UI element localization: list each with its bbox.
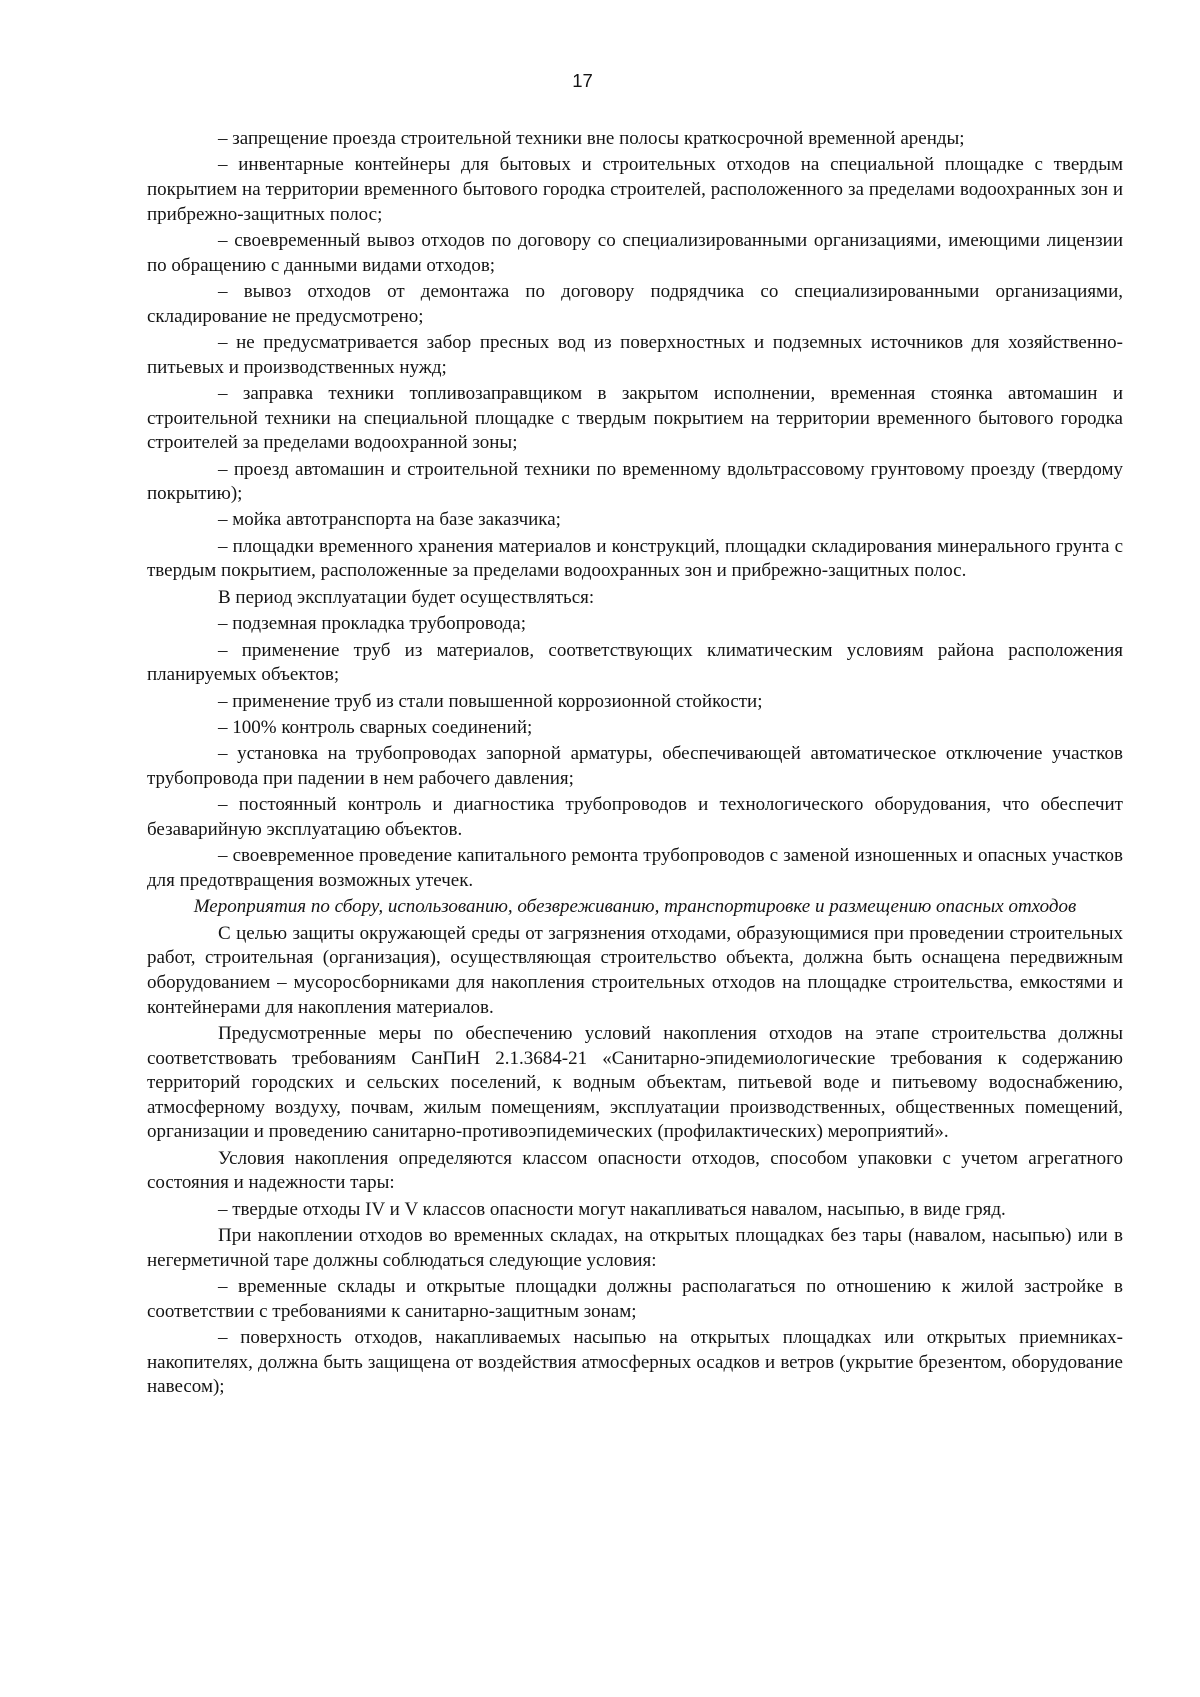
paragraph: В период эксплуатации будет осуществляться: [218,586,595,608]
paragraph: – твердые отходы IV и V классов опасности могут накапливаться навалом, насыпью, в виде гряд. [218,1198,1006,1220]
page-number: 17 [572,70,593,91]
paragraph: – проезд автомашин и строительной техники по временному вдольтрассовому грунтовому проезду (твердому покрытию); [147,458,1123,505]
paragraph: – применение труб из стали повышенной коррозионной стойкости; [218,690,763,712]
paragraph: – заправка техники топливозаправщиком в закрытом исполнении, временная стоянка автомашин и строительной техники на специальной площадке с твердым покрытием на территории временного бытового городка строителей за пределами водоохранной зоны; [147,382,1123,454]
paragraph: – применение труб из материалов, соответствующих климатическим условиям района расположения планируемых объектов; [147,639,1123,686]
paragraph: – временные склады и открытые площадки должны располагаться по отношению к жилой застройке в соответствии с требованиями к санитарно-защитным зонам; [147,1276,1123,1322]
paragraph: – вывоз отходов от демонтажа по договору подрядчика со специализированными организациями, складирование не предусмотрено; [147,280,1123,327]
paragraph: – запрещение проезда строительной техники вне полосы краткосрочной временной аренды; [218,128,965,149]
document-body [147,127,1123,1402]
paragraph: – постоянный контроль и диагностика трубопроводов и технологического оборудования, что обеспечит безаварийную эксплуатацию объектов. [147,794,1123,840]
paragraph: – мойка автотранспорта на базе заказчика; [218,509,561,531]
paragraph: – установка на трубопроводах запорной арматуры, обеспечивающей автоматическое отключение участков трубопровода при падении в нем рабочего давления; [147,743,1123,789]
paragraph: – инвентарные контейнеры для бытовых и строительных отходов на специальной площадке с твердым покрытием на территории временного бытового городка строителей, расположенного за пределами водоохранных зон и прибрежно-защитных полос; [147,154,1123,225]
paragraph: Условия накопления определяются классом опасности отходов, способом упаковки с учетом агрегатного состояния и надежности тары: [147,1147,1123,1194]
paragraph: – площадки временного хранения материалов и конструкций, площадки складирования минерального грунта с твердым покрытием, расположенные за пределами водоохранных зон и прибрежно-защитных полос. [147,535,1123,582]
paragraph: При накоплении отходов во временных складах, на открытых площадках без тары (навалом, насыпью) или в негерметичной таре должны соблюдаться следующие условия: [147,1225,1123,1271]
paragraph: Предусмотренные меры по обеспечению условий накопления отходов на этапе строительства должны соответствовать требованиям СанПиН 2.1.3684-21 «Санитарно-эпидемиологические требования к содержанию территорий городских и сельских поселений, к водным объектам, питьевой воде и питьевому водоснабжению, атмосферному воздуху, почвам, жилым помещениям, эксплуатации производственных, общественных помещений, организации и проведению санитарно-противоэпидемических (профилактических) мероприятий». [147,1022,1123,1143]
section-heading: Мероприятия по сбору, использованию, обезвреживанию, транспортировке и размещению опасных отходов [193,896,1077,918]
paragraph: – подземная прокладка трубопровода; [218,613,526,635]
paragraph: – поверхность отходов, накапливаемых насыпью на открытых площадках или открытых приемниках-накопителях, должна быть защищена от воздействия атмосферных осадков и ветров (укрытие брезентом, оборудование навесом); [147,1327,1123,1398]
paragraph: – 100% контроль сварных соединений; [218,717,533,739]
paragraph: С целью защиты окружающей среды от загрязнения отходами, образующимися при проведении строительных работ, строительная (организация), осуществляющая строительство объекта, должна быть оснащена передвижным оборудованием – мусоросборниками для накопления строительных отходов на площадке строительства, емкостями и контейнерами для накопления материалов. [147,922,1123,1018]
paragraph: – своевременное проведение капитального ремонта трубопроводов с заменой изношенных и опасных участков для предотвращения возможных утечек. [147,845,1123,891]
paragraph: – своевременный вывоз отходов по договору со специализированными организациями, имеющими лицензии по обращению с данными видами отходов; [147,229,1123,276]
paragraph: – не предусматривается забор пресных вод из поверхностных и подземных источников для хозяйственно-питьевых и производственных нужд; [147,331,1123,378]
